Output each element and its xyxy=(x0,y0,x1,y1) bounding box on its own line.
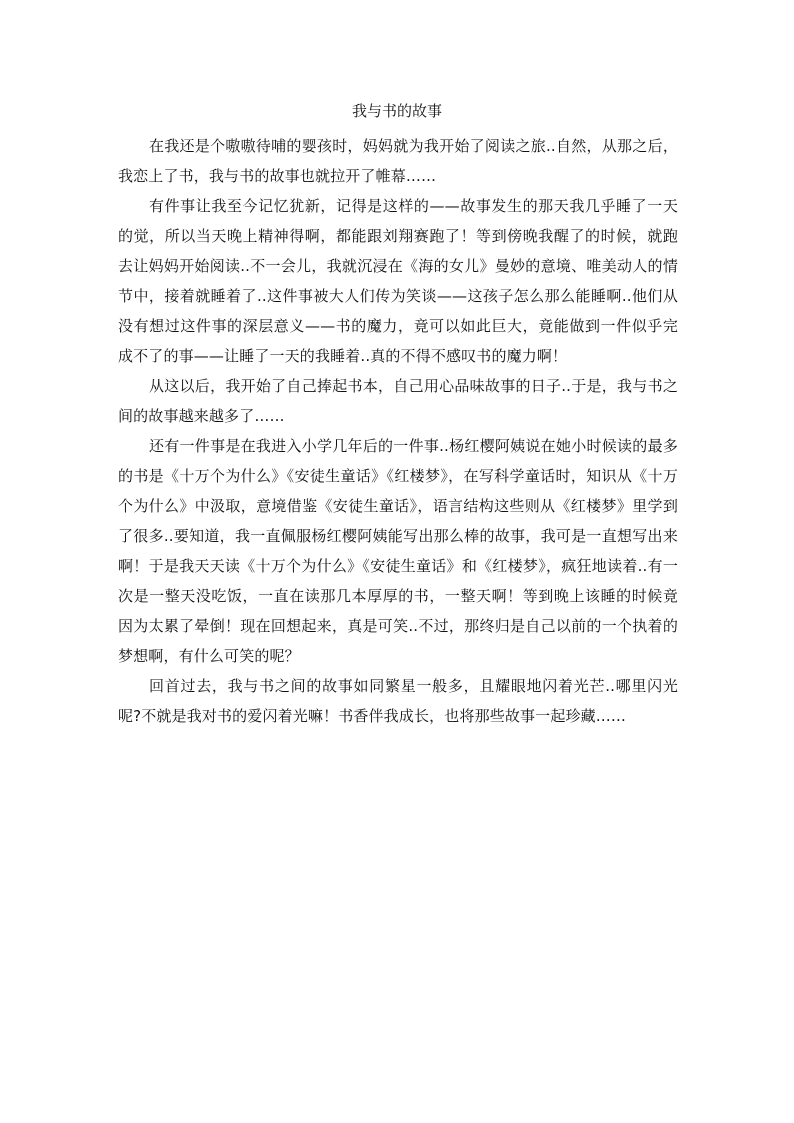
paragraph-4: 还有一件事是在我进入小学几年后的一件事..杨红樱阿姨说在她小时候读的最多的书是《十万个为什么》《安徒生童话》《红楼梦》，在写科学童话时，知识从《十万个为什么》中汲取，意境借鉴《安徒生童话》，语言结构这些则从《红楼梦》里学到了很多..要知道，我一直佩服杨红樱阿姨能写出那么棒的故事，我可是一直想写出来啊！于是我天天读《十万个为什么》《安徒生童话》和《红楼梦》，疯狂地读着..有一次是一整天没吃饭，一直在读那几本厚厚的书，一整天啊！等到晚上该睡的时候竟因为太累了晕倒！现在回想起来，真是可笑..不过，那终归是自己以前的一个执着的梦想啊，有什么可笑的呢？ xyxy=(118,437,678,665)
paragraph-1: 在我还是个嗷嗷待哺的婴孩时，妈妈就为我开始了阅读之旅..自然，从那之后，我恋上了书，我与书的故事也就拉开了帷幕…… xyxy=(118,137,678,185)
document-body xyxy=(118,131,678,731)
document-title: 我与书的故事 xyxy=(351,102,442,120)
paragraph-2: 有件事让我至今记忆犹新，记得是这样的——故事发生的那天我几乎睡了一天的觉，所以当天晚上精神得啊，都能跟刘翔赛跑了！等到傍晚我醒了的时候，就跑去让妈妈开始阅读..不一会儿，我就沉浸在《海的女儿》曼妙的意境、唯美动人的情节中，接着就睡着了..这件事被大人们传为笑谈——这孩子怎么那么能睡啊..他们从没有想过这件事的深层意义——书的魔力，竟可以如此巨大，竟能做到一件似乎完成不了的事——让睡了一天的我睡着..真的不得不感叹书的魔力啊！ xyxy=(118,197,678,365)
paragraph-3: 从这以后，我开始了自己捧起书本，自己用心品味故事的日子..于是，我与书之间的故事越来越多了…… xyxy=(118,377,678,425)
paragraph-5: 回首过去，我与书之间的故事如同繁星一般多，且耀眼地闪着光芒..哪里闪光呢?不就是我对书的爱闪着光嘛！书香伴我成长，也将那些故事一起珍藏…… xyxy=(118,677,678,725)
